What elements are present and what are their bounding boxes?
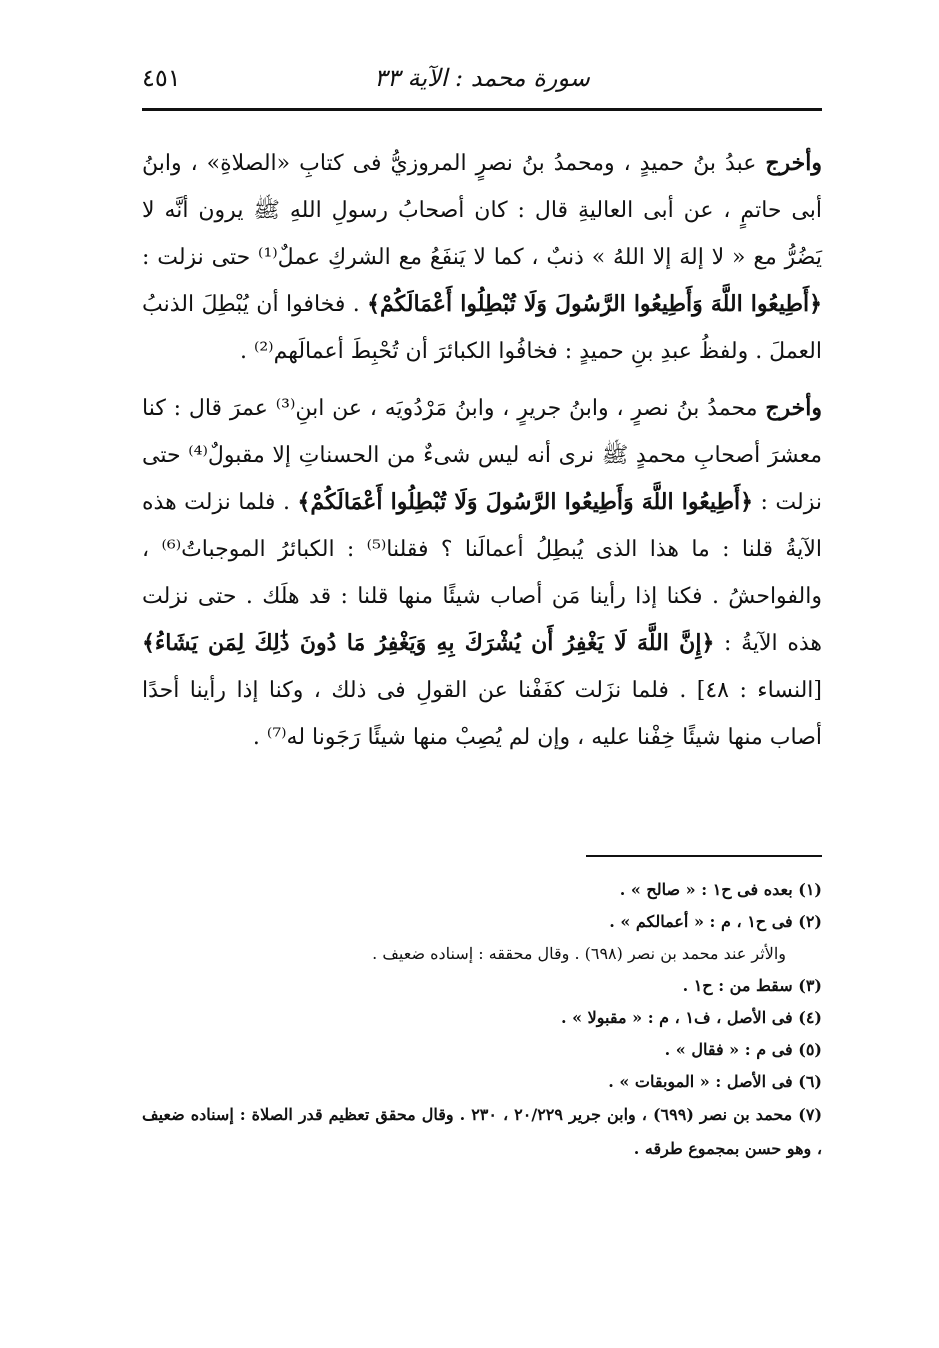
paragraph-text: [النساء : ٤٨] . فلما نزَلت كفَفْنا عن القولِ فى ذلك ، وكنا إذا رأينا أحدًا أصاب منها شيئًا خِفْنا عليه ، وإن لم يُصِبْ منها شيئًا رَجَونا له⁽⁷⁾ . [142, 678, 823, 750]
paragraph-text: . فلما نزلت هذه الآيةُ قلنا : ما هذا الذى يُبطِلُ أعمالَنا ؟ فقلنا⁽⁵⁾ : الكبائرُ الموجباتُ⁽⁶⁾ ، والفواحشُ . فكنا إذا رأينا مَن أصاب شيئًا منها قلنا : قد هلَك . حتى نزلت هذه الآيةُ : [142, 490, 822, 656]
quran-quote: ﴿أَطِيعُوا اللَّهَ وَأَطِيعُوا الرَّسُولَ وَلَا تُبْطِلُوا أَعْمَالَكُمْ﴾ [367, 291, 823, 317]
quran-quote: ﴿إِنَّ اللَّهَ لَا يَغْفِرُ أَن يُشْرَكَ بِهِ وَيَغْفِرُ مَا دُونَ ذَٰلِكَ لِمَن يَشَاءُ﴾ [142, 630, 715, 656]
paragraph-lead: وأخرج [765, 150, 822, 176]
footnote-3: (٣) سقط من : ح١ . [682, 976, 822, 995]
footnote-divider [586, 855, 822, 857]
paragraph-text: عبدُ بنُ حميدٍ ، ومحمدُ بنُ نصرٍ المروزيُّ فى كتابِ «الصلاةِ» ، وابنُ أبى حاتمٍ ، عن أبى العاليةِ قال : كان أصحابُ رسولِ اللهِ ﷺ يرون أنَّه لا يَضُرُّ مع « لا إلهَ إلا اللهُ » ذنبٌ ، كما لا يَنفَعُ مع الشركِ عملٌ⁽¹⁾ حتى نزلت : [142, 151, 822, 270]
paragraph-1 [142, 140, 822, 375]
footnote-2-note: والأثر عند محمد بن نصر (٦٩٨) . وقال محققه : إسناده ضعيف . [372, 944, 786, 963]
paragraph-text: محمدُ بنُ نصرٍ ، وابنُ جريرٍ ، وابنُ مَرْدُويَه ، عن ابنِ⁽³⁾ عمرَ قال : كنا معشرَ أصحابِ محمدٍ ﷺ نرى أنه ليس شىءٌ من الحسناتِ إلا مقبولٌ⁽⁴⁾ حتى نزلت : [142, 396, 823, 515]
page-number: ٤٥١ [142, 64, 181, 92]
paragraph-text: . فخافوا أن يُبْطِلَ الذنبُ العملَ . ولفظُ عبدِ بنِ حميدٍ : فخافُوا الكبائرَ أن تُحْبِطَ أعمالَهم⁽²⁾ . [142, 292, 822, 364]
main-text [142, 140, 822, 771]
header-title: سورة محمد : الآية ٣٣ [374, 64, 590, 92]
footnote-4: (٤) فى الأصل ، ف١ ، م : « مقبولا » . [560, 1008, 822, 1027]
footnote-2: (٢) فى ح١ ، م : « أعمالكم » . [609, 912, 822, 931]
footnotes [142, 874, 822, 1166]
paragraph-2 [142, 385, 822, 761]
footnote-6: (٦) فى الأصل : « الموبقات » . [608, 1072, 822, 1091]
footnote-1: (١) بعده فى ح١ : « صالح » . [619, 880, 822, 899]
header-divider [142, 108, 822, 111]
footnote-5: (٥) فى م : « فقال » . [664, 1040, 822, 1059]
paragraph-lead: وأخرج [765, 395, 822, 421]
running-header [142, 58, 822, 102]
quran-quote: ﴿أَطِيعُوا اللَّهَ وَأَطِيعُوا الرَّسُولَ وَلَا تُبْطِلُوا أَعْمَالَكُمْ﴾ [297, 489, 754, 515]
footnote-7: (٧) محمد بن نصر (٦٩٩) ، وابن جرير ٢٠/٢٢٩ ، ٢٣٠ . وقال محقق تعظيم قدر الصلاة : إسناده ضعيف ، وهو حسن بمجموع طرقه . [142, 1105, 823, 1158]
